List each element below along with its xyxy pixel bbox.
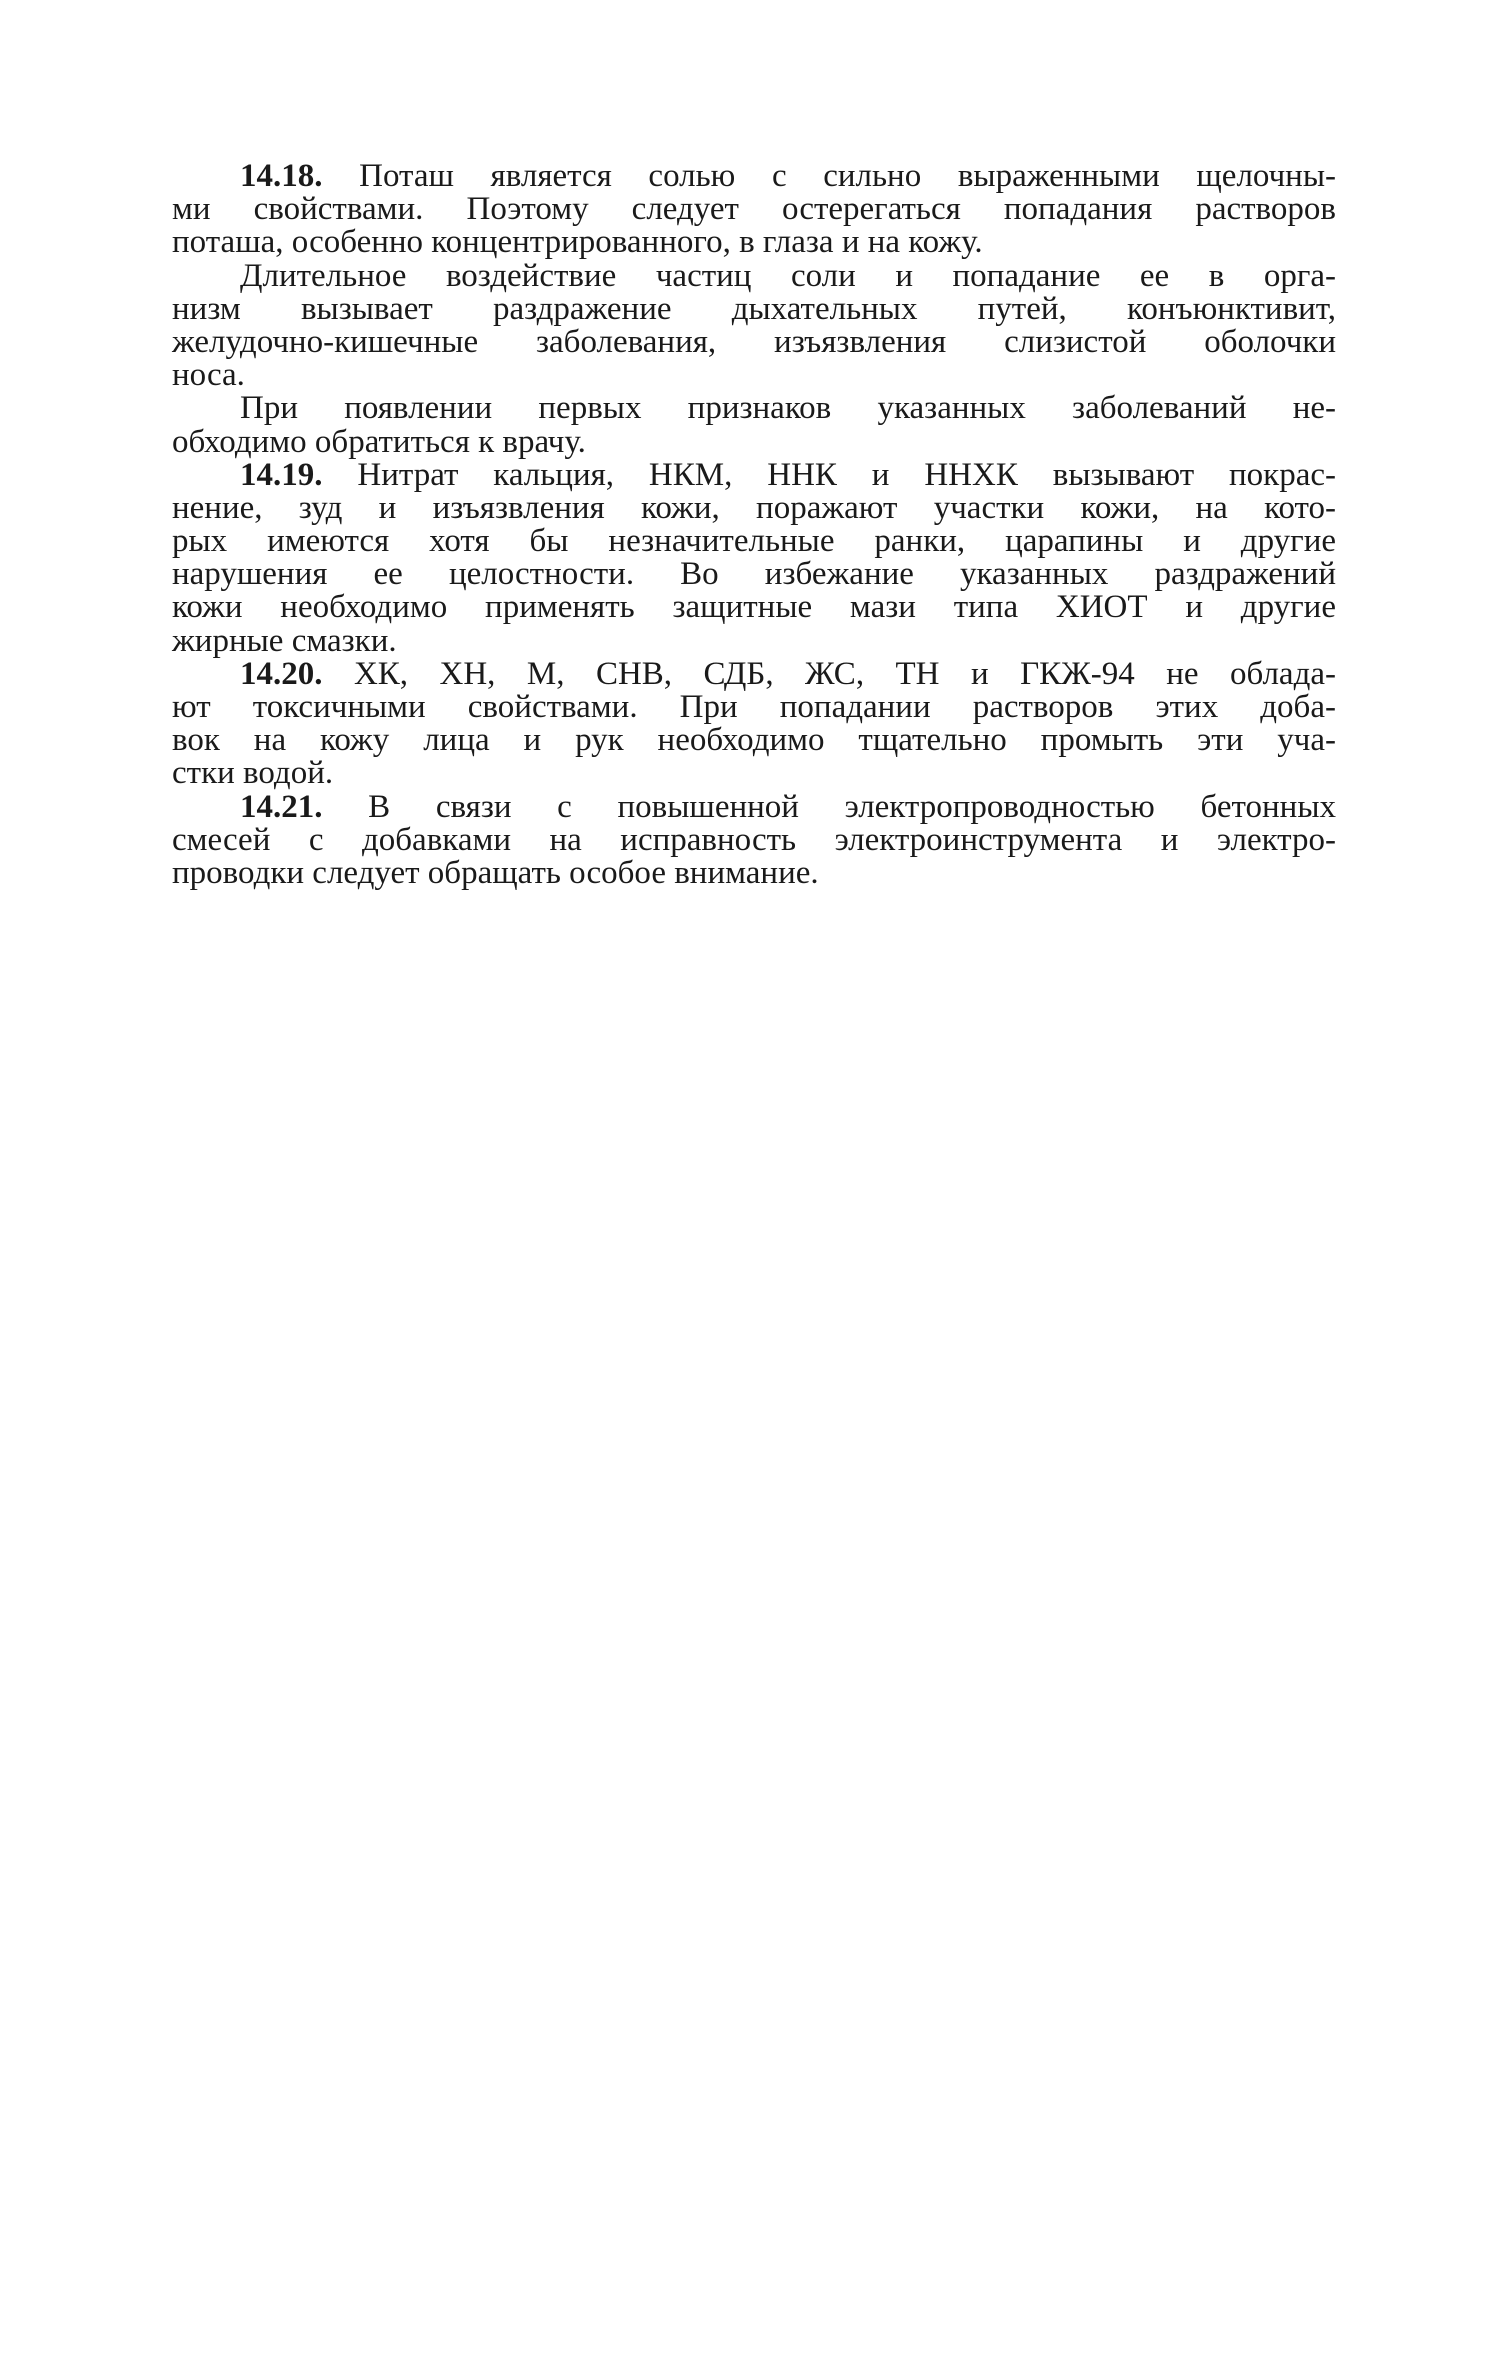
- text-line: Длительное воздействие частиц соли и попадание ее в орга-: [240, 257, 1336, 294]
- text-line: желудочно-кишечные заболевания, изъязвления слизистой оболочки: [172, 323, 1336, 360]
- text-line: 14.18. Поташ является солью с сильно выраженными щелочны-: [240, 158, 1336, 194]
- text-line: При появлении первых признаков указанных заболеваний не-: [240, 390, 1336, 427]
- clause-number: 14.20.: [240, 655, 323, 692]
- document-body: [172, 160, 1336, 890]
- text-line: рых имеются хотя бы незначительные ранки, царапины и другие: [172, 523, 1336, 560]
- text-line: низм вызывает раздражение дыхательных путей, конъюнктивит,: [172, 290, 1336, 327]
- text-line: проводки следует обращать особое внимание.: [172, 854, 819, 891]
- text-line: 14.21. В связи с повышенной электропроводностью бетонных: [240, 788, 1336, 825]
- text-line: вок на кожу лица и рук необходимо тщательно промыть эти уча-: [172, 722, 1336, 759]
- clause-number: 14.18.: [240, 158, 323, 194]
- clause-number: 14.19.: [240, 456, 323, 493]
- paragraph-14-18: [172, 160, 1336, 260]
- text-line: ют токсичными свойствами. При попадании растворов этих доба-: [172, 689, 1336, 725]
- text-line: обходимо обратиться к врачу.: [172, 423, 586, 460]
- text-line: носа.: [172, 357, 245, 394]
- paragraph-14-20: [172, 655, 1336, 792]
- text-line: нение, зуд и изъязвления кожи, поражают участки кожи, на кото-: [172, 489, 1336, 526]
- text-line: ми свойствами. Поэтому следует остерегаться попадания растворов: [172, 191, 1336, 228]
- text-line: 14.19. Нитрат кальция, НКМ, ННК и ННХК вызывают покрас-: [240, 456, 1336, 493]
- text-line: смесей с добавками на исправность электроинструмента и электро-: [172, 821, 1336, 858]
- paragraph-14-18-note: [172, 392, 1336, 458]
- paragraph-14-18-continued: [172, 257, 1336, 394]
- text-line: нарушения ее целостности. Во избежание указанных раздражений: [172, 556, 1336, 593]
- clause-number: 14.21.: [240, 788, 323, 825]
- text-line: 14.20. ХК, ХН, М, СНВ, СДБ, ЖС, ТН и ГКЖ-94 не облада-: [240, 655, 1336, 692]
- paragraph-14-19: [172, 456, 1336, 659]
- text-line: кожи необходимо применять защитные мази типа ХИОТ и другие: [172, 589, 1336, 626]
- paragraph-14-21: [172, 788, 1336, 891]
- text-line: поташа, особенно концентрированного, в глаза и на кожу.: [172, 224, 983, 261]
- text-line: стки водой.: [172, 755, 334, 792]
- text-line: жирные смазки.: [172, 622, 397, 659]
